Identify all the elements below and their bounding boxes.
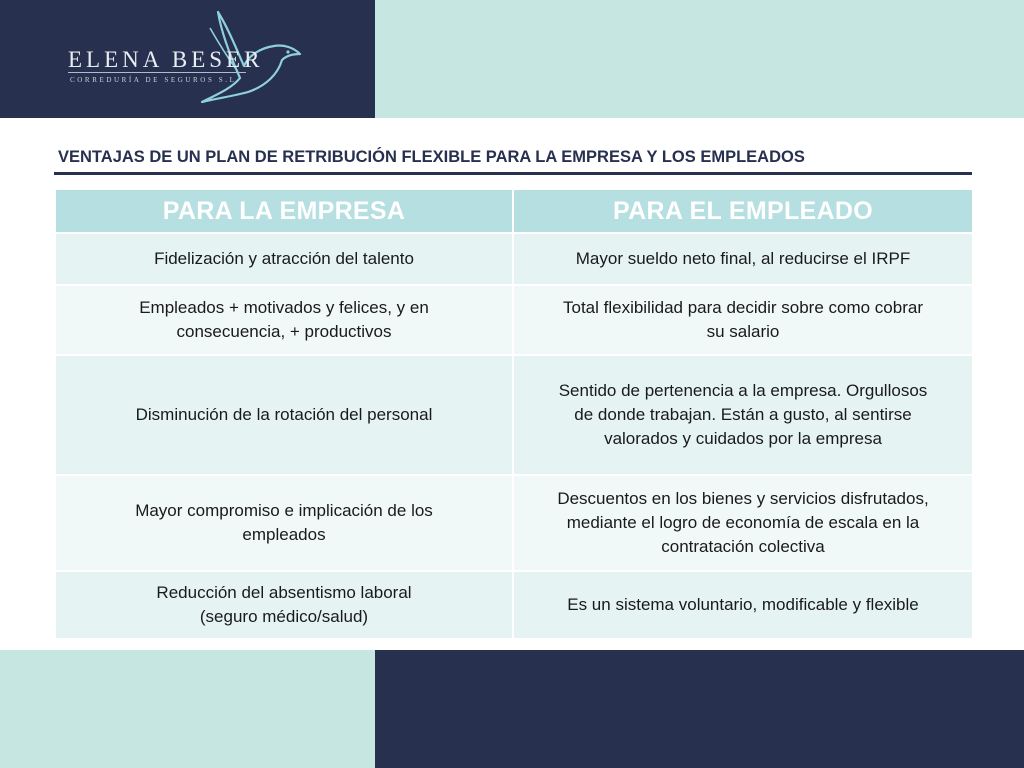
- logo-divider: [68, 72, 246, 73]
- cell-line: Descuentos en los bienes y servicios disfrutados,: [557, 489, 929, 508]
- cell-empresa: [55, 285, 513, 355]
- cell-line: empleados: [242, 525, 326, 544]
- cell-empresa: [55, 233, 513, 285]
- footer-mint-block: [0, 650, 375, 768]
- header-empleado: PARA EL EMPLEADO: [513, 189, 973, 233]
- cell-line: Fidelización y atracción del talento: [154, 249, 414, 268]
- cell-line: mediante el logro de economía de escala en la: [566, 513, 920, 532]
- cell-line: consecuencia, + productivos: [176, 322, 392, 341]
- table-header-row: [55, 189, 973, 233]
- cell-line: Mayor compromiso e implicación de los: [135, 501, 433, 520]
- cell-empleado: [513, 233, 973, 285]
- table-row: [55, 475, 973, 571]
- table-row: [55, 233, 973, 285]
- cell-line: Total flexibilidad para decidir sobre como cobrar: [562, 298, 923, 317]
- company-logo: [0, 0, 375, 118]
- cell-line: contratación colectiva: [661, 537, 825, 556]
- cell-empleado: [513, 571, 973, 639]
- cell-line: Empleados + motivados y felices, y en: [139, 298, 429, 317]
- cell-line: valorados y cuidados por la empresa: [604, 429, 882, 448]
- page-title: VENTAJAS DE UN PLAN DE RETRIBUCIÓN FLEXIBLE PARA LA EMPRESA Y LOS EMPLEADOS: [58, 148, 805, 166]
- cell-empresa: [55, 355, 513, 475]
- header-empresa: PARA LA EMPRESA: [55, 189, 513, 233]
- cell-line: su salario: [706, 322, 780, 341]
- table-row: [55, 571, 973, 639]
- footer-navy-block: [375, 650, 1024, 768]
- table-row: [55, 285, 973, 355]
- logo-subtitle: CORREDURÍA DE SEGUROS S.L.: [70, 76, 241, 84]
- cell-empresa: [55, 475, 513, 571]
- cell-empresa: [55, 571, 513, 639]
- cell-line: de donde trabajan. Están a gusto, al sentirse: [574, 405, 912, 424]
- cell-line: Disminución de la rotación del personal: [135, 405, 433, 424]
- logo-name: ELENA BESER: [68, 47, 264, 72]
- benefits-table: [54, 188, 974, 640]
- cell-line: Reducción del absentismo laboral: [156, 583, 412, 602]
- header-mint-block: [375, 0, 1024, 118]
- cell-empleado: [513, 355, 973, 475]
- cell-line: Mayor sueldo neto final, al reducirse el IRPF: [575, 249, 911, 268]
- cell-empleado: [513, 285, 973, 355]
- cell-line: Es un sistema voluntario, modificable y flexible: [567, 595, 919, 614]
- cell-empleado: [513, 475, 973, 571]
- table-row: [55, 355, 973, 475]
- cell-line: (seguro médico/salud): [199, 607, 369, 626]
- cell-line: Sentido de pertenencia a la empresa. Orgullosos: [558, 381, 928, 400]
- title-underline: [54, 172, 972, 175]
